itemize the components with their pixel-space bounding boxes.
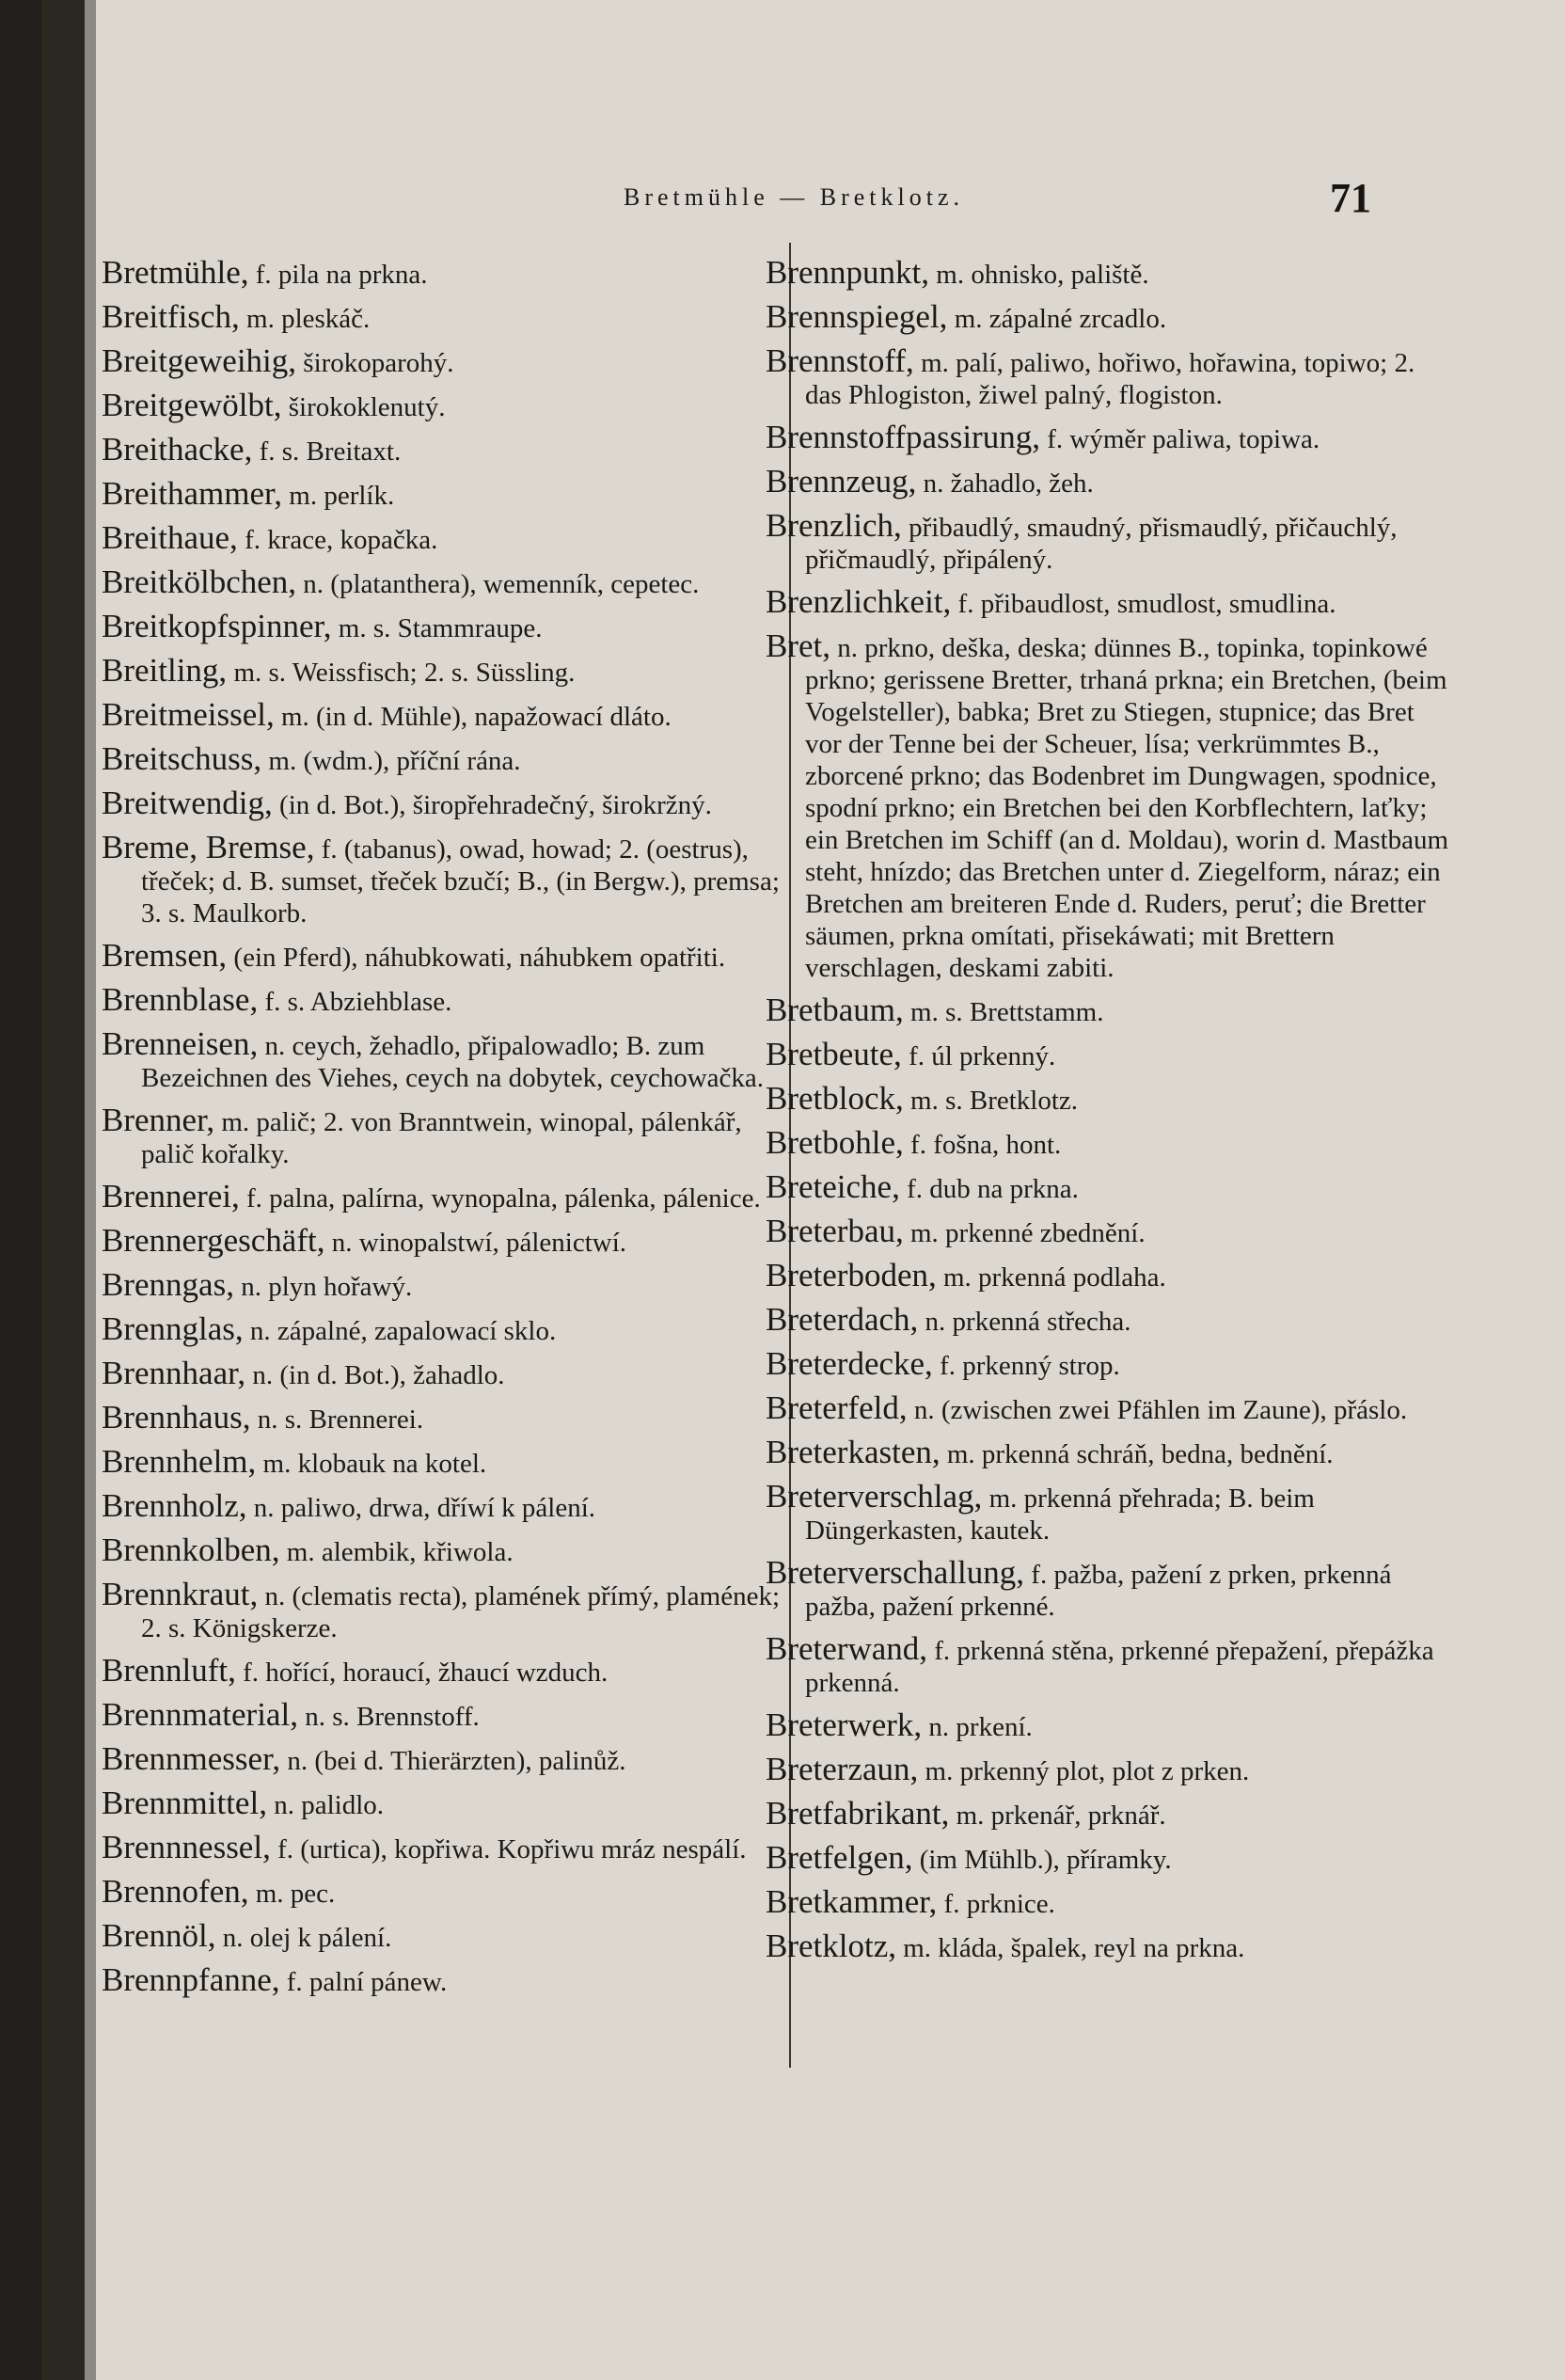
page-number: 71 — [1330, 175, 1371, 221]
dictionary-entry — [102, 1266, 788, 1303]
entry-headword: Brenner, — [102, 1102, 215, 1138]
book-gutter — [41, 0, 85, 2380]
entry-headword: Bretmühle, — [102, 254, 249, 291]
dictionary-entry — [766, 1436, 1452, 1470]
dictionary-entry — [102, 475, 788, 512]
dictionary-entry — [766, 298, 1452, 335]
dictionary-entry — [102, 1696, 788, 1733]
dictionary-entry — [102, 254, 788, 291]
dictionary-entry — [102, 1531, 788, 1568]
dictionary-entry — [102, 298, 788, 335]
entry-headword: Brennmittel, — [102, 1785, 267, 1821]
dictionary-entry — [766, 583, 1452, 620]
entry-headword: Brennglas, — [102, 1310, 244, 1347]
dictionary-entry — [102, 608, 788, 644]
entry-headword: Breterboden, — [766, 1257, 937, 1293]
dictionary-entry — [766, 1301, 1452, 1338]
entry-headword: Breterwerk, — [766, 1706, 923, 1743]
entry-definition: f. s. Abziehblase. — [264, 987, 452, 1017]
entry-headword: Breitling, — [102, 652, 228, 689]
dictionary-entry — [102, 1917, 788, 1954]
dictionary-entry — [102, 563, 788, 600]
entry-headword: Brennluft, — [102, 1652, 236, 1689]
entry-definition: n. (clematis recta), plamének přímý, plamének; 2. s. Königskerze. — [141, 1581, 781, 1643]
entry-headword: Breterdecke, — [766, 1345, 933, 1382]
entry-definition: m. (in d. Mühle), napažowací dláto. — [280, 702, 672, 732]
entry-headword: Brennnessel, — [102, 1829, 271, 1865]
dictionary-entry — [102, 696, 788, 733]
entry-headword: Breterdach, — [766, 1301, 919, 1338]
entry-definition: m. (wdm.), příční rána. — [268, 746, 521, 776]
entry-headword: Breitgeweihig, — [102, 342, 297, 379]
entry-definition: f. wýměr paliwa, topiwa. — [1047, 424, 1320, 454]
entry-definition: m. s. Brettstamm. — [910, 997, 1104, 1027]
dictionary-entry — [766, 463, 1452, 500]
entry-headword: Breithaue, — [102, 519, 238, 556]
entry-definition: m. klobauk na kotel. — [262, 1449, 487, 1479]
dictionary-entry — [102, 981, 788, 1018]
entry-headword: Breterwand, — [766, 1630, 928, 1667]
entry-definition: n. prkení. — [928, 1712, 1033, 1742]
entry-headword: Brennofen, — [102, 1873, 249, 1910]
dictionary-entry — [102, 431, 788, 468]
entry-definition: přibaudlý, smaudný, přismaudlý, přičauchlý, přičmaudlý, připálený. — [805, 513, 1398, 575]
dictionary-entry — [102, 1961, 788, 1998]
entry-definition: (im Mühlb.), příramky. — [919, 1845, 1172, 1875]
dictionary-entry — [766, 1036, 1452, 1072]
entry-definition: m. prkenná schráň, bedna, bednění. — [946, 1439, 1334, 1469]
entry-headword: Breitfisch, — [102, 298, 240, 335]
entry-definition: m. s. Bretklotz. — [910, 1086, 1079, 1116]
entry-headword: Bremsen, — [102, 937, 228, 974]
entry-headword: Brenzlichkeit, — [766, 583, 952, 620]
entry-definition: m. alembik, křiwola. — [286, 1537, 514, 1567]
entry-definition: f. prkenný strop. — [940, 1351, 1120, 1381]
dictionary-entry — [766, 1883, 1452, 1920]
entry-headword: Brenneisen, — [102, 1025, 259, 1062]
entry-definition: n. paliwo, drwa, dříwí k pálení. — [253, 1493, 596, 1523]
entry-definition: m. prkenná přehrada; B. beim Düngerkasten, kautek. — [805, 1484, 1315, 1546]
entry-definition: m. perlík. — [289, 481, 395, 511]
entry-definition: m. prkenný plot, plot z prken. — [925, 1756, 1250, 1786]
entry-definition: n. (platanthera), wemenník, cepetec. — [303, 569, 700, 599]
entry-headword: Bretkammer, — [766, 1883, 938, 1920]
dictionary-entry — [766, 994, 1452, 1028]
dictionary-entry — [766, 627, 1452, 984]
entry-headword: Brennstoff, — [766, 342, 914, 379]
entry-definition: n. prkno, deška, deska; dünnes B., topinka, topinkowé prkno; gerissene Bretter, trhaná prkna; ein Bretchen, (beim Vogelsteller), babka; Bret zu Stiegen, stupnice; das Bret vor der Tenne bei der Scheuer, lísa; verkrümmtes B., zborcené prkno; das Bodenbret im Dungwagen, spodnice, spodní prkno; ein Bretchen bei den Korbflechtern, laťky; ein Bretchen im Schiff (an d. Moldau), worin d. Mastbaum steht, hnízdo; das Bretchen unter d. Ziegelform, náraz; ein Bretchen am breiteren Ende d. Ruders, peruť; die Bretter säumen, prkna omítati, přisekáwati; mit Brettern verschlagen, deskami zabiti. — [805, 633, 1449, 983]
entry-headword: Breitmeissel, — [102, 696, 275, 733]
right-column — [766, 254, 1452, 1975]
entry-headword: Bretfabrikant, — [766, 1795, 950, 1832]
dictionary-entry — [102, 519, 788, 556]
dictionary-entry — [102, 1740, 788, 1777]
entry-definition: n. ceych, žehadlo, připalowadlo; B. zum Bezeichnen des Viehes, ceych na dobytek, ceychowačka. — [141, 1031, 765, 1093]
entry-headword: Brennhelm, — [102, 1443, 257, 1480]
dictionary-entry — [766, 1080, 1452, 1117]
entry-headword: Breitwendig, — [102, 785, 273, 821]
entry-headword: Bretfelgen, — [766, 1839, 913, 1876]
dictionary-entry — [766, 1630, 1452, 1699]
entry-definition: f. palní pánew. — [286, 1967, 448, 1997]
entry-definition: m. pec. — [255, 1879, 336, 1909]
entry-headword: Brennerei, — [102, 1178, 240, 1214]
dictionary-entry — [102, 1487, 788, 1524]
entry-definition: (ein Pferd), náhubkowati, náhubkem opatřiti. — [233, 943, 726, 973]
entry-headword: Brenzlich, — [766, 507, 902, 544]
entry-headword: Breteiche, — [766, 1168, 900, 1205]
dictionary-entry — [766, 1215, 1452, 1249]
left-column — [102, 254, 788, 2008]
dictionary-entry — [766, 254, 1452, 291]
entry-definition: f. úl prkenný. — [909, 1041, 1056, 1071]
entry-definition: širokoklenutý. — [288, 392, 446, 422]
entry-headword: Brennergeschäft, — [102, 1222, 325, 1259]
dictionary-entry — [766, 1389, 1452, 1426]
dictionary-entry — [766, 1706, 1452, 1743]
entry-definition: m. prkenné zbednění. — [909, 1218, 1146, 1248]
entry-headword: Bret, — [766, 627, 831, 664]
dictionary-entry — [766, 342, 1452, 411]
entry-definition: (in d. Bot.), širopřehradečný, širokržný. — [279, 790, 712, 820]
dictionary-entry — [102, 342, 788, 379]
dictionary-entry — [102, 652, 788, 689]
entry-definition: f. fošna, hont. — [910, 1130, 1062, 1160]
entry-definition: n. zápalné, zapalowací sklo. — [249, 1316, 557, 1346]
entry-headword: Bretblock, — [766, 1080, 904, 1117]
entry-headword: Brennhaar, — [102, 1355, 246, 1391]
entry-headword: Breitkölbchen, — [102, 563, 297, 600]
entry-headword: Brennstoffpassirung, — [766, 419, 1040, 455]
dictionary-page — [41, 0, 1565, 2380]
dictionary-entry — [766, 1554, 1452, 1623]
dictionary-entry — [102, 1310, 788, 1347]
entry-headword: Brenngas, — [102, 1266, 234, 1303]
dictionary-entry — [766, 1753, 1452, 1787]
entry-headword: Breterkasten, — [766, 1434, 941, 1470]
entry-headword: Breithammer, — [102, 475, 283, 512]
page-edge — [85, 0, 96, 2380]
entry-headword: Breterbau, — [766, 1213, 904, 1249]
entry-headword: Bretbeute, — [766, 1036, 902, 1072]
dictionary-entry — [102, 829, 788, 929]
dictionary-entry — [102, 1104, 788, 1170]
entry-definition: n. s. Brennerei. — [257, 1404, 424, 1435]
entry-headword: Breterverschallung, — [766, 1554, 1025, 1591]
dictionary-entry — [766, 1257, 1452, 1293]
entry-definition: m. pleskáč. — [246, 304, 371, 334]
entry-definition: m. prkenná podlaha. — [942, 1262, 1166, 1293]
dictionary-entry — [102, 740, 788, 777]
dictionary-entry — [766, 1795, 1452, 1832]
entry-headword: Brennmesser, — [102, 1740, 281, 1777]
entry-headword: Bretklotz, — [766, 1928, 896, 1964]
entry-definition: n. plyn hořawý. — [241, 1272, 413, 1302]
dictionary-entry — [102, 1222, 788, 1259]
dictionary-entry — [766, 1478, 1452, 1547]
entry-definition: m. ohnisko, paliště. — [936, 260, 1149, 290]
dictionary-entry — [102, 1178, 788, 1214]
dictionary-entry — [766, 1930, 1452, 1964]
entry-headword: Brennblase, — [102, 981, 259, 1018]
dictionary-entry — [766, 1124, 1452, 1161]
dictionary-entry — [766, 1839, 1452, 1876]
dictionary-entry — [766, 1168, 1452, 1205]
entry-headword: Brennpunkt, — [766, 254, 930, 291]
entry-headword: Brennmaterial, — [102, 1696, 298, 1733]
dictionary-entry — [102, 1576, 788, 1644]
dictionary-entry — [102, 1652, 788, 1689]
entry-definition: f. dub na prkna. — [907, 1174, 1079, 1204]
entry-headword: Breme, Bremse, — [102, 829, 315, 865]
entry-definition: m. zápalné zrcadlo. — [954, 304, 1167, 334]
entry-definition: n. prkenná střecha. — [925, 1307, 1131, 1337]
entry-headword: Breterfeld, — [766, 1389, 908, 1426]
entry-definition: f. prkenná stěna, prkenné přepažení, přepážka prkenná. — [805, 1636, 1434, 1698]
dictionary-entry — [102, 1025, 788, 1094]
entry-definition: n. (zwischen zwei Pfählen im Zaune), přáslo. — [913, 1395, 1408, 1425]
entry-definition: f. (tabanus), owad, howad; 2. (oestrus), třeček; d. B. sumset, třeček bzučí; B., (in Bergw.), premsa; 3. s. Maulkorb. — [141, 834, 780, 928]
dictionary-entry — [766, 421, 1452, 455]
dictionary-entry — [102, 1873, 788, 1910]
dictionary-entry — [102, 1443, 788, 1480]
entry-headword: Bretbohle, — [766, 1124, 904, 1161]
entry-definition: m. palí, paliwo, hořiwo, hořawina, topiwo; 2. das Phlogiston, žiwel palný, flogiston. — [805, 348, 1415, 410]
entry-definition: n. olej k pálení. — [222, 1923, 392, 1953]
entry-definition: širokoparohý. — [303, 348, 454, 378]
entry-headword: Breitschuss, — [102, 740, 262, 777]
entry-definition: n. žahadlo, žeh. — [923, 468, 1094, 499]
entry-headword: Brennkolben, — [102, 1531, 280, 1568]
entry-headword: Breterzaun, — [766, 1751, 919, 1787]
entry-definition: f. palna, palírna, wynopalna, pálenka, pálenice. — [245, 1183, 761, 1214]
dictionary-entry — [102, 1357, 788, 1391]
entry-headword: Brennpfanne, — [102, 1961, 280, 1998]
dictionary-entry — [102, 1399, 788, 1436]
entry-headword: Breterverschlag, — [766, 1478, 983, 1515]
dictionary-entry — [766, 507, 1452, 576]
entry-definition: f. hořící, horaucí, žhaucí wzduch. — [243, 1658, 609, 1688]
dictionary-entry — [766, 1345, 1452, 1382]
entry-headword: Brennholz, — [102, 1487, 247, 1524]
entry-definition: m. s. Stammraupe. — [338, 613, 543, 643]
entry-definition: n. s. Brennstoff. — [305, 1702, 480, 1732]
dictionary-entry — [102, 389, 788, 423]
entry-definition: m. palič; 2. von Branntwein, winopal, pálenkář, palič kořalky. — [141, 1107, 742, 1169]
entry-headword: Brennhaus, — [102, 1399, 251, 1436]
entry-headword: Brennkraut, — [102, 1576, 259, 1612]
entry-headword: Bretbaum, — [766, 992, 904, 1028]
dictionary-entry — [102, 787, 788, 821]
entry-headword: Breitgewölbt, — [102, 387, 282, 423]
entry-definition: n. palidlo. — [274, 1790, 384, 1820]
entry-definition: f. prknice. — [943, 1889, 1055, 1919]
entry-definition: m. prkenář, prknář. — [956, 1801, 1166, 1831]
entry-definition: f. přibaudlost, smudlost, smudlina. — [957, 589, 1336, 619]
entry-definition: m. s. Weissfisch; 2. s. Süssling. — [233, 658, 576, 688]
entry-definition: f. krace, kopačka. — [245, 525, 438, 555]
entry-definition: n. (in d. Bot.), žahadlo. — [252, 1360, 505, 1390]
entry-definition: n. (bei d. Thierärzten), palinůž. — [287, 1746, 626, 1776]
entry-definition: f. s. Breitaxt. — [259, 436, 402, 467]
entry-definition: f. pažba, pažení z prken, prkenná pažba, pažení prkenné. — [805, 1560, 1392, 1622]
running-header: Bretmühle — Bretklotz. — [623, 183, 964, 211]
dictionary-entry — [102, 1829, 788, 1865]
entry-definition: f. pila na prkna. — [255, 260, 428, 290]
entry-headword: Brennspiegel, — [766, 298, 948, 335]
entry-headword: Brennzeug, — [766, 463, 917, 500]
entry-headword: Brennöl, — [102, 1917, 216, 1954]
entry-definition: f. (urtica), kopřiwa. Kopřiwu mráz nespálí. — [277, 1834, 747, 1864]
entry-headword: Breithacke, — [102, 431, 253, 468]
entry-definition: m. kláda, špalek, reyl na prkna. — [903, 1933, 1245, 1963]
entry-definition: n. winopalstwí, pálenictwí. — [331, 1228, 627, 1258]
dictionary-entry — [102, 937, 788, 974]
entry-headword: Breitkopfspinner, — [102, 608, 332, 644]
dictionary-entry — [102, 1787, 788, 1821]
